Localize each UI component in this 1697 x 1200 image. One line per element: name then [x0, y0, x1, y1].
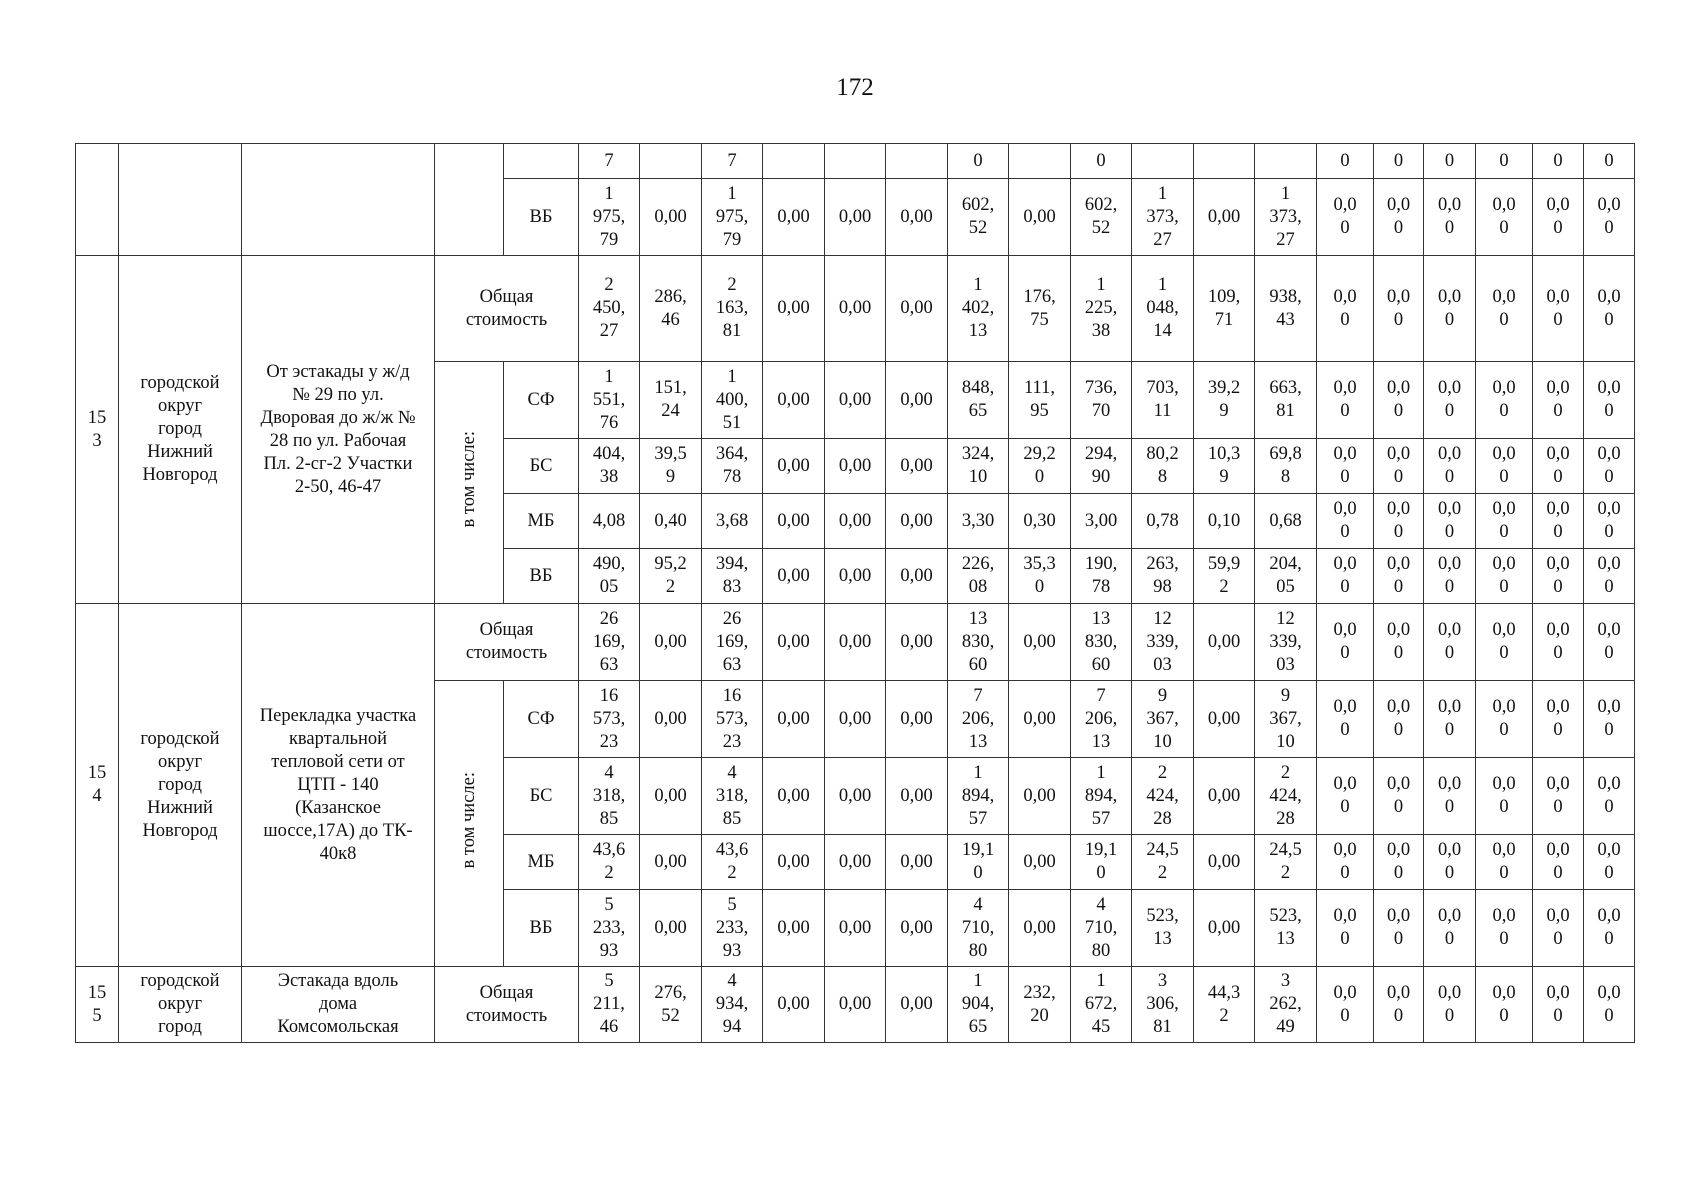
value-cell: 938, 43 — [1255, 256, 1317, 362]
value-cell: 0,0 0 — [1317, 494, 1374, 549]
table-row — [76, 604, 1635, 681]
table-row — [76, 144, 1635, 179]
value-cell: 0,0 0 — [1584, 604, 1635, 681]
value-cell: 286, 46 — [640, 256, 702, 362]
value-cell: 0,0 0 — [1476, 681, 1533, 758]
value-cell: 0,0 0 — [1476, 256, 1533, 362]
value-cell: 0,00 — [825, 179, 886, 256]
value-cell: 59,9 2 — [1194, 549, 1255, 604]
value-cell: 1 048, 14 — [1132, 256, 1194, 362]
value-cell: 3,00 — [1071, 494, 1132, 549]
value-cell: 523, 13 — [1255, 890, 1317, 967]
type-cell: ВБ — [504, 890, 579, 967]
value-cell: 16 573, 23 — [702, 681, 763, 758]
value-cell: 0,0 0 — [1533, 549, 1584, 604]
value-cell: 12 339, 03 — [1255, 604, 1317, 681]
type-cell: МБ — [504, 835, 579, 890]
value-cell: 1 672, 45 — [1071, 967, 1132, 1043]
value-cell: 5 233, 93 — [702, 890, 763, 967]
value-cell: 0 — [1476, 144, 1533, 179]
value-cell: 0,78 — [1132, 494, 1194, 549]
value-cell: 4 318, 85 — [579, 758, 640, 835]
value-cell: 80,2 8 — [1132, 439, 1194, 494]
value-cell: 0,0 0 — [1317, 681, 1374, 758]
value-cell: 4 318, 85 — [702, 758, 763, 835]
value-cell: 0,40 — [640, 494, 702, 549]
value-cell: 0,0 0 — [1317, 835, 1374, 890]
value-cell: 0,0 0 — [1374, 439, 1424, 494]
value-cell: 16 573, 23 — [579, 681, 640, 758]
value-cell: 0,0 0 — [1533, 758, 1584, 835]
value-cell: 0,00 — [825, 890, 886, 967]
value-cell: 263, 98 — [1132, 549, 1194, 604]
value-cell: 0,0 0 — [1584, 549, 1635, 604]
cost-table — [75, 143, 1635, 1043]
value-cell — [825, 144, 886, 179]
value-cell: 364, 78 — [702, 439, 763, 494]
value-cell: 0,00 — [886, 758, 948, 835]
value-cell: 0,0 0 — [1476, 604, 1533, 681]
value-cell: 0,0 0 — [1584, 362, 1635, 439]
including-label: в том числе: — [458, 430, 479, 528]
value-cell — [886, 144, 948, 179]
value-cell: 0,0 0 — [1424, 179, 1476, 256]
type-cell: ВБ — [504, 179, 579, 256]
value-cell: 7 — [702, 144, 763, 179]
region-cell: городской округ город Нижний Новгород — [119, 604, 242, 967]
value-cell: 0,00 — [763, 179, 825, 256]
value-cell: 3 306, 81 — [1132, 967, 1194, 1043]
value-cell: 736, 70 — [1071, 362, 1132, 439]
value-cell: 0,0 0 — [1584, 439, 1635, 494]
value-cell: 0,00 — [640, 758, 702, 835]
value-cell: 0 — [1584, 144, 1635, 179]
value-cell: 0,0 0 — [1424, 967, 1476, 1043]
value-cell: 1 225, 38 — [1071, 256, 1132, 362]
value-cell: 0,0 0 — [1533, 179, 1584, 256]
including-cell — [435, 681, 504, 967]
type-cell — [504, 144, 579, 179]
value-cell: 1 894, 57 — [1071, 758, 1132, 835]
value-cell: 2 424, 28 — [1132, 758, 1194, 835]
value-cell: 0,00 — [1194, 758, 1255, 835]
value-cell: 0,00 — [763, 835, 825, 890]
value-cell: 0,0 0 — [1374, 967, 1424, 1043]
value-cell: 0,0 0 — [1476, 439, 1533, 494]
value-cell: 0,0 0 — [1476, 494, 1533, 549]
total-label: Общая стоимость — [435, 967, 579, 1043]
value-cell: 13 830, 60 — [1071, 604, 1132, 681]
value-cell: 0,0 0 — [1317, 256, 1374, 362]
value-cell: 0,0 0 — [1374, 256, 1424, 362]
value-cell: 109, 71 — [1194, 256, 1255, 362]
value-cell: 0,00 — [1194, 890, 1255, 967]
value-cell: 0,0 0 — [1317, 549, 1374, 604]
table-row — [76, 967, 1635, 1043]
value-cell: 0,0 0 — [1584, 179, 1635, 256]
value-cell: 0,0 0 — [1424, 890, 1476, 967]
including-cell — [435, 362, 504, 604]
value-cell: 4 934, 94 — [702, 967, 763, 1043]
value-cell: 26 169, 63 — [702, 604, 763, 681]
value-cell: 9 367, 10 — [1255, 681, 1317, 758]
value-cell: 5 233, 93 — [579, 890, 640, 967]
value-cell: 294, 90 — [1071, 439, 1132, 494]
value-cell: 0,00 — [825, 439, 886, 494]
value-cell: 0,00 — [886, 179, 948, 256]
value-cell: 0,0 0 — [1424, 681, 1476, 758]
value-cell: 0,0 0 — [1424, 494, 1476, 549]
value-cell: 0,0 0 — [1374, 604, 1424, 681]
value-cell: 0,00 — [825, 967, 886, 1043]
value-cell: 0,68 — [1255, 494, 1317, 549]
value-cell: 404, 38 — [579, 439, 640, 494]
value-cell: 204, 05 — [1255, 549, 1317, 604]
value-cell: 0,0 0 — [1476, 549, 1533, 604]
value-cell: 0,00 — [886, 681, 948, 758]
value-cell: 0,0 0 — [1374, 179, 1424, 256]
value-cell: 0,0 0 — [1533, 494, 1584, 549]
value-cell: 226, 08 — [948, 549, 1009, 604]
value-cell: 176, 75 — [1009, 256, 1071, 362]
value-cell: 0,0 0 — [1317, 179, 1374, 256]
value-cell: 39,2 9 — [1194, 362, 1255, 439]
value-cell: 0,00 — [1009, 758, 1071, 835]
region-cell — [119, 144, 242, 256]
value-cell: 0,10 — [1194, 494, 1255, 549]
value-cell: 0,0 0 — [1584, 256, 1635, 362]
value-cell: 111, 95 — [1009, 362, 1071, 439]
value-cell: 39,5 9 — [640, 439, 702, 494]
value-cell: 19,1 0 — [1071, 835, 1132, 890]
value-cell: 0,00 — [825, 494, 886, 549]
value-cell: 43,6 2 — [702, 835, 763, 890]
value-cell: 0,0 0 — [1317, 758, 1374, 835]
value-cell: 602, 52 — [1071, 179, 1132, 256]
value-cell: 0,0 0 — [1424, 604, 1476, 681]
value-cell: 1 551, 76 — [579, 362, 640, 439]
total-label: Общая стоимость — [435, 604, 579, 681]
region-cell: городской округ город — [119, 967, 242, 1043]
value-cell: 0 — [1071, 144, 1132, 179]
value-cell: 3 262, 49 — [1255, 967, 1317, 1043]
value-cell: 0,0 0 — [1476, 967, 1533, 1043]
value-cell: 232, 20 — [1009, 967, 1071, 1043]
value-cell — [1255, 144, 1317, 179]
value-cell: 0,00 — [825, 362, 886, 439]
type-cell: СФ — [504, 362, 579, 439]
object-cell: Перекладка участка квартальной тепловой сети от ЦТП - 140 (Казанское шоссе,17А) до ТК- 40к8 — [242, 604, 435, 967]
value-cell: 0,00 — [640, 681, 702, 758]
value-cell: 1 373, 27 — [1255, 179, 1317, 256]
table-row — [76, 256, 1635, 362]
value-cell — [763, 144, 825, 179]
value-cell: 0,00 — [640, 835, 702, 890]
value-cell: 151, 24 — [640, 362, 702, 439]
value-cell: 4 710, 80 — [948, 890, 1009, 967]
value-cell: 0,0 0 — [1317, 362, 1374, 439]
number-cell — [76, 144, 119, 256]
value-cell: 0,0 0 — [1424, 256, 1476, 362]
value-cell: 0,00 — [1194, 604, 1255, 681]
value-cell: 0,0 0 — [1374, 758, 1424, 835]
value-cell: 0,00 — [763, 890, 825, 967]
value-cell: 0,00 — [640, 179, 702, 256]
value-cell: 0,00 — [763, 758, 825, 835]
including-label: в том числе: — [458, 771, 479, 869]
value-cell: 0,0 0 — [1533, 604, 1584, 681]
value-cell: 5 211, 46 — [579, 967, 640, 1043]
value-cell: 0,00 — [825, 549, 886, 604]
value-cell — [640, 144, 702, 179]
value-cell: 190, 78 — [1071, 549, 1132, 604]
object-cell: От эстакады у ж/д № 29 по ул. Дворовая до ж/ж № 28 по ул. Рабочая Пл. 2-сг-2 Участки 2-50, 46-47 — [242, 256, 435, 604]
value-cell: 4,08 — [579, 494, 640, 549]
value-cell: 2 450, 27 — [579, 256, 640, 362]
value-cell: 0,0 0 — [1533, 362, 1584, 439]
table-body — [76, 144, 1635, 1043]
value-cell: 0,00 — [1009, 890, 1071, 967]
value-cell: 0,0 0 — [1476, 179, 1533, 256]
value-cell: 0,0 0 — [1584, 835, 1635, 890]
value-cell: 0,0 0 — [1476, 362, 1533, 439]
region-cell: городской округ город Нижний Новгород — [119, 256, 242, 604]
value-cell: 0,00 — [1009, 179, 1071, 256]
value-cell: 0,0 0 — [1584, 967, 1635, 1043]
value-cell: 0,0 0 — [1424, 439, 1476, 494]
value-cell: 0,00 — [763, 604, 825, 681]
value-cell: 13 830, 60 — [948, 604, 1009, 681]
value-cell: 7 206, 13 — [1071, 681, 1132, 758]
value-cell: 0,0 0 — [1374, 681, 1424, 758]
value-cell: 0,00 — [825, 758, 886, 835]
value-cell: 0,30 — [1009, 494, 1071, 549]
value-cell: 7 — [579, 144, 640, 179]
value-cell: 3,68 — [702, 494, 763, 549]
value-cell: 0,00 — [886, 362, 948, 439]
value-cell: 0,0 0 — [1584, 890, 1635, 967]
page-number: 172 — [836, 74, 874, 101]
value-cell: 0,0 0 — [1424, 549, 1476, 604]
value-cell: 1 402, 13 — [948, 256, 1009, 362]
value-cell — [1132, 144, 1194, 179]
value-cell: 0,0 0 — [1374, 549, 1424, 604]
value-cell: 394, 83 — [702, 549, 763, 604]
value-cell: 0,00 — [763, 549, 825, 604]
value-cell: 0,00 — [763, 681, 825, 758]
value-cell: 276, 52 — [640, 967, 702, 1043]
value-cell: 0,00 — [1194, 681, 1255, 758]
value-cell: 490, 05 — [579, 549, 640, 604]
value-cell: 523, 13 — [1132, 890, 1194, 967]
value-cell: 0,0 0 — [1533, 256, 1584, 362]
value-cell: 0,00 — [886, 890, 948, 967]
value-cell: 0,00 — [1009, 604, 1071, 681]
value-cell: 1 975, 79 — [702, 179, 763, 256]
value-cell: 0,0 0 — [1533, 439, 1584, 494]
value-cell: 29,2 0 — [1009, 439, 1071, 494]
value-cell: 0,0 0 — [1374, 362, 1424, 439]
value-cell: 0,00 — [825, 681, 886, 758]
number-cell: 15 4 — [76, 604, 119, 967]
type-cell: БС — [504, 439, 579, 494]
value-cell: 0,0 0 — [1424, 758, 1476, 835]
value-cell: 0,0 0 — [1317, 890, 1374, 967]
value-cell: 0,00 — [886, 439, 948, 494]
value-cell: 26 169, 63 — [579, 604, 640, 681]
value-cell: 0,0 0 — [1476, 758, 1533, 835]
object-cell — [242, 144, 435, 256]
value-cell: 3,30 — [948, 494, 1009, 549]
value-cell: 0,0 0 — [1533, 890, 1584, 967]
type-cell: СФ — [504, 681, 579, 758]
value-cell: 0 — [1374, 144, 1424, 179]
value-cell: 0,0 0 — [1584, 494, 1635, 549]
number-cell: 15 5 — [76, 967, 119, 1043]
value-cell: 0,00 — [763, 967, 825, 1043]
value-cell: 0,00 — [825, 256, 886, 362]
value-cell: 0,0 0 — [1533, 835, 1584, 890]
value-cell: 35,3 0 — [1009, 549, 1071, 604]
number-cell: 15 3 — [76, 256, 119, 604]
value-cell: 0,0 0 — [1424, 362, 1476, 439]
value-cell: 0,0 0 — [1476, 835, 1533, 890]
value-cell: 0,00 — [886, 967, 948, 1043]
value-cell: 1 400, 51 — [702, 362, 763, 439]
value-cell: 602, 52 — [948, 179, 1009, 256]
type-cell: БС — [504, 758, 579, 835]
value-cell: 1 373, 27 — [1132, 179, 1194, 256]
value-cell: 0,0 0 — [1317, 967, 1374, 1043]
value-cell: 19,1 0 — [948, 835, 1009, 890]
value-cell: 0,00 — [763, 256, 825, 362]
value-cell: 0,00 — [825, 604, 886, 681]
value-cell: 0,00 — [825, 835, 886, 890]
value-cell: 0,00 — [886, 604, 948, 681]
value-cell: 95,2 2 — [640, 549, 702, 604]
value-cell: 44,3 2 — [1194, 967, 1255, 1043]
value-cell: 0,00 — [763, 362, 825, 439]
value-cell: 0,00 — [886, 256, 948, 362]
including-cell — [435, 144, 504, 256]
value-cell: 0,0 0 — [1584, 758, 1635, 835]
value-cell: 1 894, 57 — [948, 758, 1009, 835]
value-cell: 0,00 — [886, 549, 948, 604]
value-cell: 10,3 9 — [1194, 439, 1255, 494]
value-cell: 0,00 — [886, 494, 948, 549]
value-cell: 0,0 0 — [1374, 890, 1424, 967]
value-cell: 0 — [1533, 144, 1584, 179]
value-cell: 663, 81 — [1255, 362, 1317, 439]
value-cell — [1194, 144, 1255, 179]
value-cell: 43,6 2 — [579, 835, 640, 890]
value-cell: 0,00 — [1009, 681, 1071, 758]
value-cell: 4 710, 80 — [1071, 890, 1132, 967]
value-cell: 324, 10 — [948, 439, 1009, 494]
value-cell: 0,00 — [1194, 835, 1255, 890]
value-cell: 2 163, 81 — [702, 256, 763, 362]
type-cell: МБ — [504, 494, 579, 549]
value-cell: 7 206, 13 — [948, 681, 1009, 758]
value-cell: 0,0 0 — [1317, 604, 1374, 681]
value-cell: 0,00 — [763, 494, 825, 549]
value-cell: 0,0 0 — [1533, 967, 1584, 1043]
value-cell: 848, 65 — [948, 362, 1009, 439]
value-cell — [1009, 144, 1071, 179]
value-cell: 69,8 8 — [1255, 439, 1317, 494]
value-cell: 0 — [1424, 144, 1476, 179]
value-cell: 0,00 — [640, 604, 702, 681]
value-cell: 24,5 2 — [1255, 835, 1317, 890]
type-cell: ВБ — [504, 549, 579, 604]
value-cell: 2 424, 28 — [1255, 758, 1317, 835]
value-cell: 0,0 0 — [1424, 835, 1476, 890]
value-cell: 0,0 0 — [1533, 681, 1584, 758]
value-cell: 703, 11 — [1132, 362, 1194, 439]
value-cell: 0,00 — [763, 439, 825, 494]
value-cell: 1 975, 79 — [579, 179, 640, 256]
value-cell: 1 904, 65 — [948, 967, 1009, 1043]
value-cell: 0,00 — [886, 835, 948, 890]
value-cell: 0,00 — [640, 890, 702, 967]
value-cell: 0,0 0 — [1374, 494, 1424, 549]
object-cell: Эстакада вдоль дома Комсомольская — [242, 967, 435, 1043]
value-cell: 24,5 2 — [1132, 835, 1194, 890]
value-cell: 9 367, 10 — [1132, 681, 1194, 758]
value-cell: 0,0 0 — [1476, 890, 1533, 967]
value-cell: 0,00 — [1194, 179, 1255, 256]
total-label: Общая стоимость — [435, 256, 579, 362]
value-cell: 0,0 0 — [1374, 835, 1424, 890]
value-cell: 0 — [1317, 144, 1374, 179]
value-cell: 0,00 — [1009, 835, 1071, 890]
value-cell: 0,0 0 — [1317, 439, 1374, 494]
value-cell: 0 — [948, 144, 1009, 179]
value-cell: 12 339, 03 — [1132, 604, 1194, 681]
value-cell: 0,0 0 — [1584, 681, 1635, 758]
